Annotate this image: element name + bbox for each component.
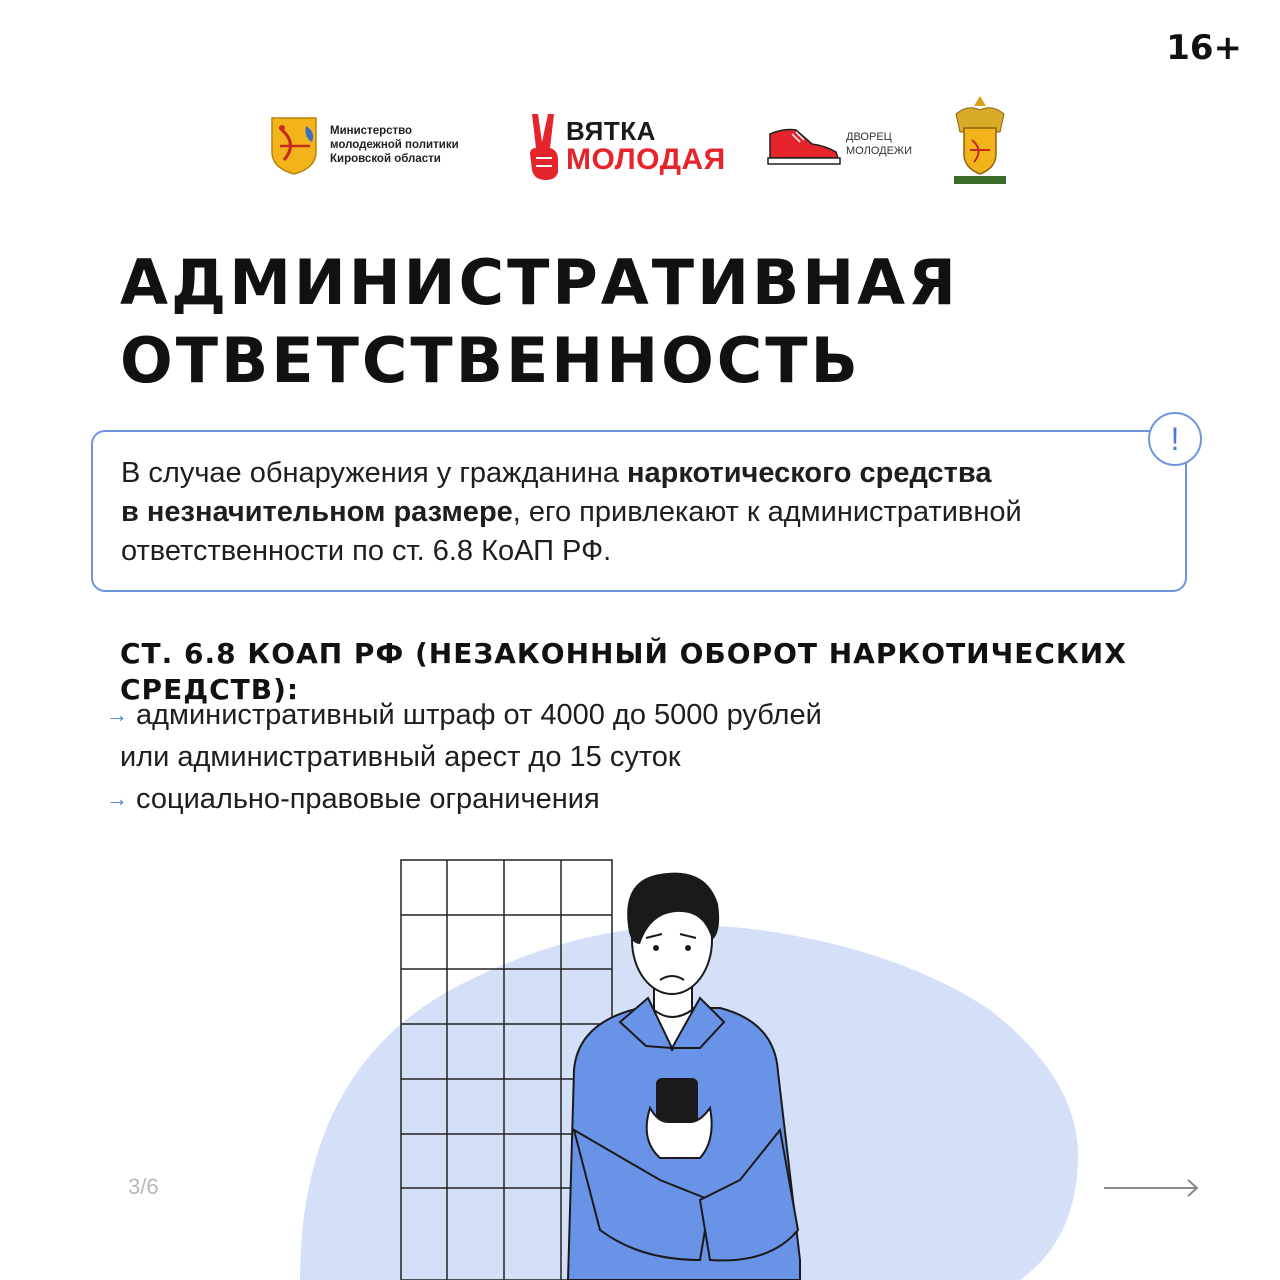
notice-text-after: , его привлекают к административной ответственности по ст. 6.8 КоАП РФ. xyxy=(121,496,1022,567)
notice-text xyxy=(121,454,1181,571)
list-item xyxy=(106,778,822,820)
exclamation-icon: ! xyxy=(1148,412,1202,466)
arrow-right-icon: → xyxy=(106,702,128,727)
molodaya-word: МОЛОДАЯ xyxy=(566,143,726,176)
partner-logos xyxy=(0,92,1280,192)
arrow-right-icon: → xyxy=(106,786,128,811)
notice-box xyxy=(91,430,1187,592)
penalty-list xyxy=(106,694,822,820)
next-arrow-icon[interactable] xyxy=(1102,1176,1202,1200)
item-text: административный штраф от 4000 до 5000 рублей xyxy=(136,699,822,731)
notice-bold-1: наркотического средства xyxy=(627,457,992,489)
victory-hand-icon xyxy=(526,110,566,180)
ministry-name: Министерство молодежной политики Кировской области xyxy=(330,125,459,165)
vyatka-word: ВЯТКА xyxy=(566,116,656,146)
age-rating: 16+ xyxy=(1166,28,1242,68)
title-line-2: ОТВЕТСТВЕННОСТЬ xyxy=(120,324,861,397)
list-item xyxy=(106,694,822,778)
kirov-coat-of-arms-icon xyxy=(268,116,320,176)
notice-text-before: В случае обнаружения у гражданина xyxy=(121,457,628,489)
page-counter: 3/6 xyxy=(128,1174,159,1199)
dvorec-molodezhi-logo xyxy=(766,120,926,170)
item-text: социально-правовые ограничения xyxy=(136,783,600,815)
ministry-logo xyxy=(268,116,478,172)
article-heading: СТ. 6.8 КОАП РФ (НЕЗАКОННЫЙ ОБОРОТ НАРКОТИЧЕСКИХ СРЕДСТВ): xyxy=(120,637,1127,706)
vyatka-molodaya-logo xyxy=(526,110,726,180)
title-line-1: АДМИНИСТРАТИВНАЯ xyxy=(120,246,959,319)
dvorec-name: ДВОРЕЦ МОЛОДЕЖИ xyxy=(846,131,912,157)
page-title xyxy=(120,244,959,400)
notice-bold-2: в незначительном размере xyxy=(121,496,513,528)
police-emblem-icon xyxy=(948,92,1012,188)
worried-man-illustration xyxy=(0,840,1280,1280)
sneaker-icon xyxy=(766,120,842,166)
police-emblem xyxy=(948,92,1012,188)
item-text-cont: или административный арест до 15 суток xyxy=(120,741,681,773)
